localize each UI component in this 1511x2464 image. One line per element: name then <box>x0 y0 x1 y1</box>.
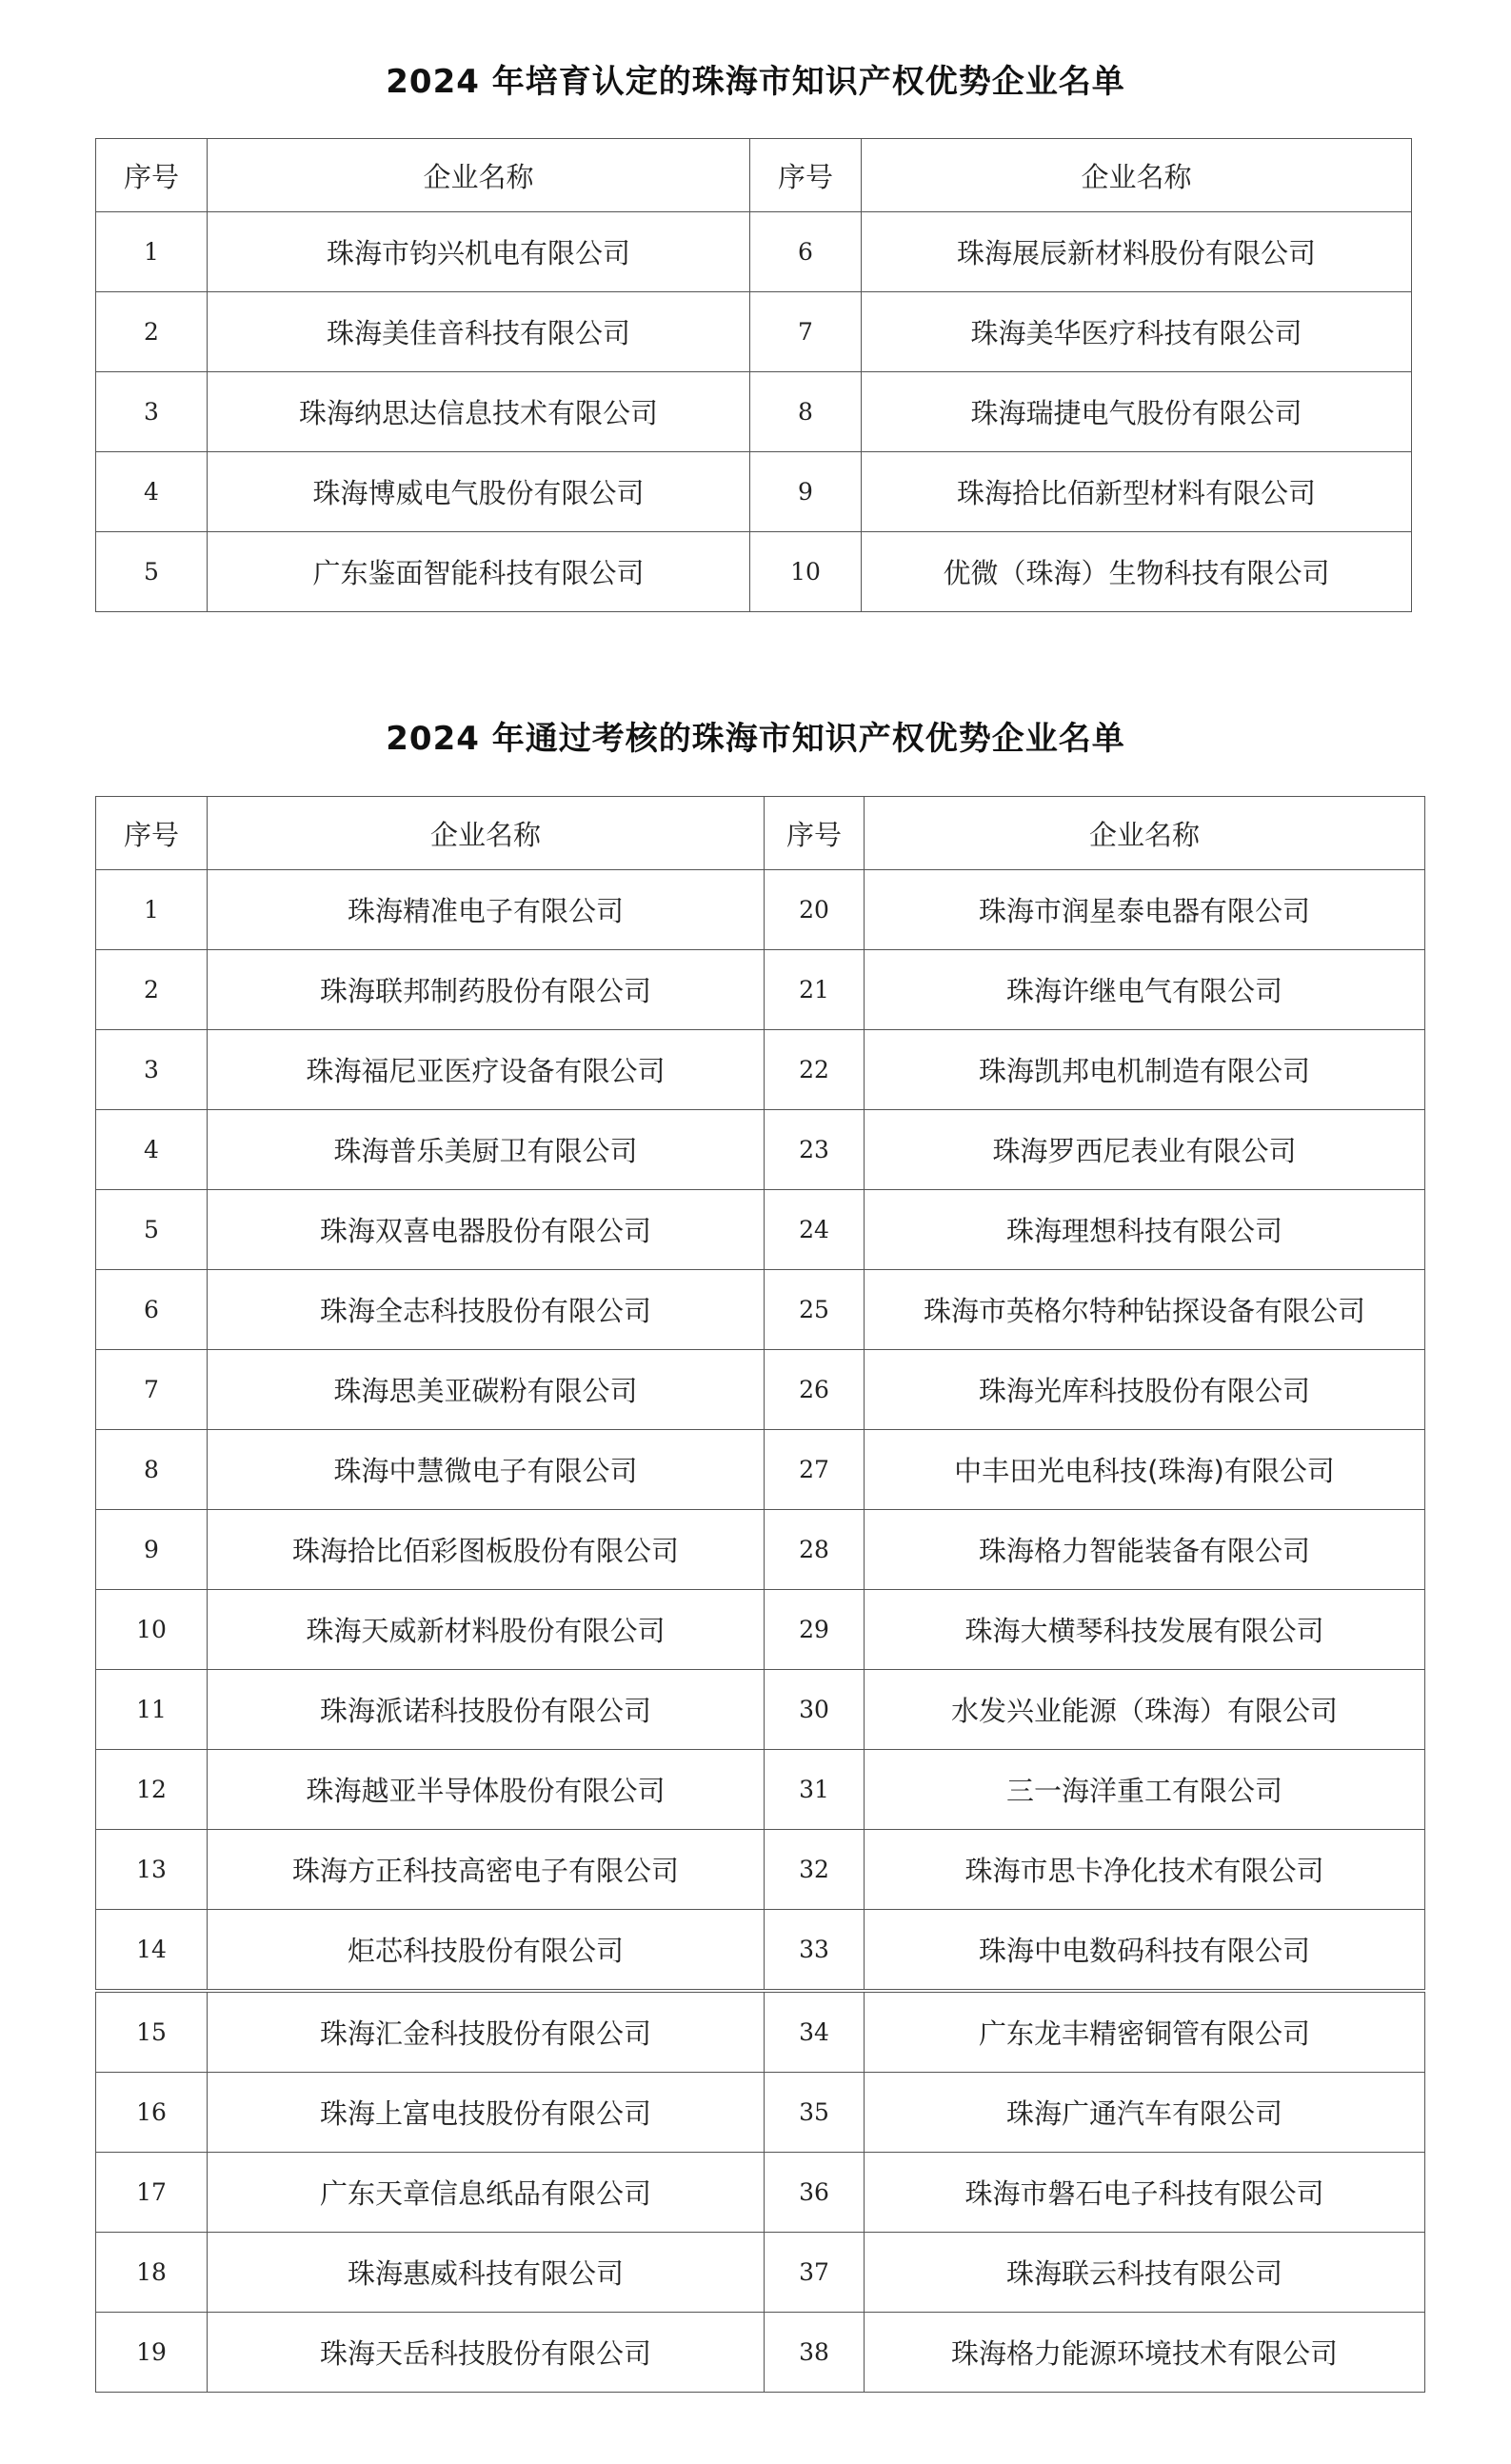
row-number: 27 <box>765 1430 865 1510</box>
row-number: 9 <box>750 452 862 532</box>
company-name: 珠海联云科技有限公司 <box>865 2233 1425 2313</box>
row-number: 16 <box>96 2073 208 2153</box>
row-number: 19 <box>96 2313 208 2393</box>
row-number: 6 <box>750 212 862 292</box>
company-name: 珠海许继电气有限公司 <box>865 950 1425 1030</box>
company-name: 珠海汇金科技股份有限公司 <box>208 1991 765 2073</box>
company-name: 珠海惠威科技有限公司 <box>208 2233 765 2313</box>
table-row <box>96 2313 1425 2393</box>
row-number: 10 <box>750 532 862 612</box>
company-name: 广东龙丰精密铜管有限公司 <box>865 1991 1425 2073</box>
row-number: 2 <box>96 292 208 372</box>
table-row <box>96 1110 1425 1190</box>
header-name: 企业名称 <box>862 139 1412 212</box>
company-name: 三一海洋重工有限公司 <box>865 1750 1425 1830</box>
row-number: 5 <box>96 532 208 612</box>
company-name: 水发兴业能源（珠海）有限公司 <box>865 1670 1425 1750</box>
row-number: 25 <box>765 1270 865 1350</box>
row-number: 31 <box>765 1750 865 1830</box>
table-row <box>96 1830 1425 1910</box>
company-name: 珠海市英格尔特种钻探设备有限公司 <box>865 1270 1425 1350</box>
row-number: 10 <box>96 1590 208 1670</box>
row-number: 36 <box>765 2153 865 2233</box>
table-row <box>96 1030 1425 1110</box>
row-number: 38 <box>765 2313 865 2393</box>
table-row <box>96 2233 1425 2313</box>
row-number: 11 <box>96 1670 208 1750</box>
section1-title: 2024 年培育认定的珠海市知识产权优势企业名单 <box>386 63 1125 101</box>
table-row <box>96 1750 1425 1830</box>
company-name: 珠海美佳音科技有限公司 <box>208 292 750 372</box>
company-name: 珠海普乐美厨卫有限公司 <box>208 1110 765 1190</box>
row-number: 4 <box>96 452 208 532</box>
row-number: 35 <box>765 2073 865 2153</box>
company-name: 珠海纳思达信息技术有限公司 <box>208 372 750 452</box>
table-row <box>96 452 1412 532</box>
company-name: 珠海福尼亚医疗设备有限公司 <box>208 1030 765 1110</box>
company-name: 珠海格力能源环境技术有限公司 <box>865 2313 1425 2393</box>
row-number: 3 <box>96 1030 208 1110</box>
company-name: 珠海天岳科技股份有限公司 <box>208 2313 765 2393</box>
company-name: 珠海拾比佰彩图板股份有限公司 <box>208 1510 765 1590</box>
table-row <box>96 1350 1425 1430</box>
section2-table <box>95 796 1425 2393</box>
company-name: 珠海市思卡净化技术有限公司 <box>865 1830 1425 1910</box>
row-number: 22 <box>765 1030 865 1110</box>
header-name: 企业名称 <box>208 139 750 212</box>
row-number: 4 <box>96 1110 208 1190</box>
company-name: 珠海市磐石电子科技有限公司 <box>865 2153 1425 2233</box>
table-row <box>96 292 1412 372</box>
header-no: 序号 <box>96 797 208 870</box>
company-name: 珠海精准电子有限公司 <box>208 870 765 950</box>
company-name: 珠海上富电技股份有限公司 <box>208 2073 765 2153</box>
header-no: 序号 <box>750 139 862 212</box>
table-row <box>96 1190 1425 1270</box>
table-row <box>96 372 1412 452</box>
row-number: 7 <box>750 292 862 372</box>
company-name: 珠海方正科技高密电子有限公司 <box>208 1830 765 1910</box>
company-name: 珠海光库科技股份有限公司 <box>865 1350 1425 1430</box>
company-name: 珠海格力智能装备有限公司 <box>865 1510 1425 1590</box>
row-number: 2 <box>96 950 208 1030</box>
header-name: 企业名称 <box>865 797 1425 870</box>
row-number: 37 <box>765 2233 865 2313</box>
row-number: 29 <box>765 1590 865 1670</box>
company-name: 炬芯科技股份有限公司 <box>208 1910 765 1992</box>
company-name: 珠海理想科技有限公司 <box>865 1190 1425 1270</box>
table-row <box>96 1590 1425 1670</box>
company-name: 珠海中电数码科技有限公司 <box>865 1910 1425 1992</box>
table-row <box>96 870 1425 950</box>
company-name: 珠海全志科技股份有限公司 <box>208 1270 765 1350</box>
row-number: 18 <box>96 2233 208 2313</box>
row-number: 33 <box>765 1910 865 1992</box>
table-row <box>96 2153 1425 2233</box>
company-name: 珠海博威电气股份有限公司 <box>208 452 750 532</box>
table-row <box>96 1510 1425 1590</box>
company-name: 珠海越亚半导体股份有限公司 <box>208 1750 765 1830</box>
header-no: 序号 <box>765 797 865 870</box>
row-number: 26 <box>765 1350 865 1430</box>
row-number: 23 <box>765 1110 865 1190</box>
company-name: 珠海瑞捷电气股份有限公司 <box>862 372 1412 452</box>
row-number: 14 <box>96 1910 208 1992</box>
row-number: 6 <box>96 1270 208 1350</box>
table-row <box>96 212 1412 292</box>
row-number: 15 <box>96 1991 208 2073</box>
row-number: 1 <box>96 212 208 292</box>
company-name: 珠海思美亚碳粉有限公司 <box>208 1350 765 1430</box>
company-name: 珠海市钧兴机电有限公司 <box>208 212 750 292</box>
row-number: 21 <box>765 950 865 1030</box>
company-name: 珠海大横琴科技发展有限公司 <box>865 1590 1425 1670</box>
company-name: 珠海凯邦电机制造有限公司 <box>865 1030 1425 1110</box>
company-name: 珠海展辰新材料股份有限公司 <box>862 212 1412 292</box>
section2-title: 2024 年通过考核的珠海市知识产权优势企业名单 <box>386 720 1125 758</box>
table-row <box>96 1991 1425 2073</box>
row-number: 34 <box>765 1991 865 2073</box>
company-name: 珠海罗西尼表业有限公司 <box>865 1110 1425 1190</box>
company-name: 珠海中慧微电子有限公司 <box>208 1430 765 1510</box>
row-number: 13 <box>96 1830 208 1910</box>
row-number: 32 <box>765 1830 865 1910</box>
company-name: 珠海拾比佰新型材料有限公司 <box>862 452 1412 532</box>
row-number: 5 <box>96 1190 208 1270</box>
table-row <box>96 1270 1425 1350</box>
company-name: 优微（珠海）生物科技有限公司 <box>862 532 1412 612</box>
company-name: 广东鉴面智能科技有限公司 <box>208 532 750 612</box>
table-row <box>96 532 1412 612</box>
table-row <box>96 1910 1425 1992</box>
table-row <box>96 1670 1425 1750</box>
company-name: 珠海广通汽车有限公司 <box>865 2073 1425 2153</box>
header-no: 序号 <box>96 139 208 212</box>
company-name: 广东天章信息纸品有限公司 <box>208 2153 765 2233</box>
company-name: 珠海市润星泰电器有限公司 <box>865 870 1425 950</box>
table-row <box>96 2073 1425 2153</box>
row-number: 9 <box>96 1510 208 1590</box>
row-number: 8 <box>96 1430 208 1510</box>
header-name: 企业名称 <box>208 797 765 870</box>
row-number: 30 <box>765 1670 865 1750</box>
company-name: 中丰田光电科技(珠海)有限公司 <box>865 1430 1425 1510</box>
row-number: 17 <box>96 2153 208 2233</box>
row-number: 28 <box>765 1510 865 1590</box>
row-number: 1 <box>96 870 208 950</box>
row-number: 7 <box>96 1350 208 1430</box>
table-row <box>96 950 1425 1030</box>
row-number: 12 <box>96 1750 208 1830</box>
table-header-row <box>96 139 1412 212</box>
company-name: 珠海联邦制药股份有限公司 <box>208 950 765 1030</box>
company-name: 珠海双喜电器股份有限公司 <box>208 1190 765 1270</box>
row-number: 20 <box>765 870 865 950</box>
section1-table <box>95 138 1412 612</box>
company-name: 珠海美华医疗科技有限公司 <box>862 292 1412 372</box>
row-number: 3 <box>96 372 208 452</box>
table-row <box>96 1430 1425 1510</box>
table-header-row <box>96 797 1425 870</box>
company-name: 珠海天威新材料股份有限公司 <box>208 1590 765 1670</box>
row-number: 24 <box>765 1190 865 1270</box>
company-name: 珠海派诺科技股份有限公司 <box>208 1670 765 1750</box>
row-number: 8 <box>750 372 862 452</box>
